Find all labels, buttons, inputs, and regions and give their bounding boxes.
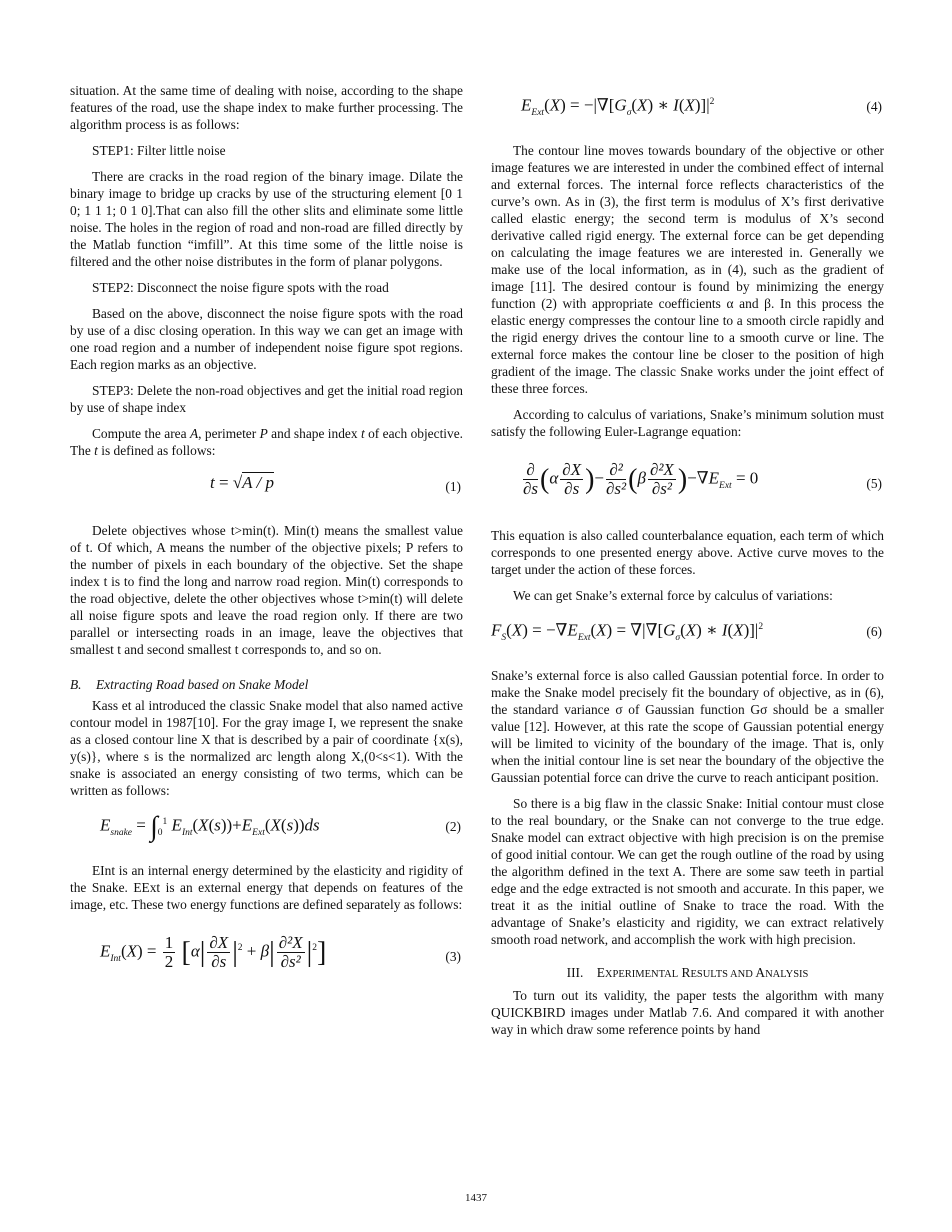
paragraph: Delete objectives whose t>min(t). Min(t) means the smallest value of t. Of which, A means the number of the objective pixels; P refers to the number of pixels in each boundary of the objective. Set the shape index t is to find the long and narrow road region. Min(t) corresponds to the road objective, delete the other objectives whose t>min(t) will delete all noise figure spots and leave the road region only. If there are two parallel or intersecting roads in an image, leave the objectives that smallest t and second smallest t corresponds to, and so on. bbox=[70, 523, 463, 657]
paragraph: situation. At the same time of dealing with noise, according to the shape features of the road, use the shape index to make further processing. The algorithm process is as follows: bbox=[70, 83, 463, 132]
paragraph: Snake’s external force is also called Gaussian potential force. In order to make the Snake model precisely fit the boundary of objective, as in (6), the standard variance σ of Gaussian function Gσ should be a smaller value [12]. However, at this rate the scope of Gaussian potential energy will be limited to vicinity of the boundary of the image. That is, only when the initial contour line is set near the boundary of the objective the Gaussian potential force can drive the curve to reach anticipant position. bbox=[491, 668, 884, 785]
paragraph: This equation is also called counterbalance equation, each term of which corresponds to one presented energy above. Active curve moves to the target under the action of these forces. bbox=[491, 528, 884, 577]
equation-3: $E_{Int}(X)$ = $\frac{1}{2}$ [α| $\frac{\partial X}{\partial s}$ $|^2 + \beta|$ $\frac{\text{∂²X}}{\text{∂s²}}$ $|^2$] (3) bbox=[100, 933, 461, 971]
equation-2: $E_{snake} = \int_0^1$ $E_{Int}(X(s))+E_{Ext}(X(s))ds$ (2) bbox=[100, 811, 461, 843]
paragraph: According to calculus of variations, Snake’s minimum solution must satisfy the following Euler-Lagrange equation: bbox=[491, 407, 884, 439]
paragraph: Compute the area A, perimeter P and shape index t of each objective. The t is defined as follows: bbox=[70, 426, 463, 458]
equation-1: t = √A / p (1) bbox=[210, 473, 461, 494]
right-column bbox=[491, 82, 884, 1047]
section-heading-b: B. Extracting Road based on Snake Model bbox=[70, 677, 309, 692]
paragraph: EInt is an internal energy determined by the elasticity and rigidity of the Snake. EExt is an external energy that depends on features of the image, etc. These two energy functions are defined separately as follows: bbox=[70, 863, 463, 912]
step-heading: STEP3: Delete the non-road objectives and get the initial road region by use of shape index bbox=[70, 383, 463, 415]
left-column bbox=[70, 82, 463, 1000]
section-heading-iii: III. EXPERIMENTAL RESULTS AND ANALYSIS bbox=[566, 965, 809, 980]
paragraph: Kass et al introduced the classic Snake model that also named active contour model in 1987[10]. For the gray image I, we represent the snake as a closed contour line X that is described by a pair of coordinate {x(s), y(s)}, where s is the normalized arc length along X,(0<s<1). With the snake is associated an energy consisting of two terms, which can be written as follows: bbox=[70, 698, 463, 798]
step-heading: STEP1: Filter little noise bbox=[92, 143, 226, 158]
equation-4: $E_{Ext}(X) = -|\nabla[G_\sigma(X)$ ∗ $I(X)]|^2$ (4) bbox=[521, 95, 882, 119]
page-number: 1437 bbox=[465, 1192, 487, 1204]
paragraph: To turn out its validity, the paper tests the algorithm with many QUICKBIRD images under Matlab 7.6. And compared it with another way in which draw some reference points by hand bbox=[491, 988, 884, 1037]
step-heading: STEP2: Disconnect the noise figure spots with the road bbox=[92, 280, 389, 295]
paragraph: There are cracks in the road region of the binary image. Dilate the binary image to bridge up cracks by use of the structuring element [0 1 0; 1 1 1; 0 1 0].That can also fill the other slits and eliminate some little noise. The holes in the region of road and non-road are filled directly by the Matlab function “imfill”. At this time some of the little noise is filtered and the other noise distributes in the form of planar polygons. bbox=[70, 169, 463, 269]
paragraph: Based on the above, disconnect the noise figure spots with the road by use of a disc closing operation. In this way we can get an image with one road region and a number of independent noise figure spot regions. Each region marks as an objective. bbox=[70, 306, 463, 372]
paragraph: We can get Snake’s external force by calculus of variations: bbox=[513, 588, 833, 603]
equation-5: $\frac{\partial}{\partial s}$ (α $\frac{\partial X}{\partial s}$ )− $\frac{\text{∂²}}{\text{∂s²}}$ (β $\frac{\text{∂²X}}{\text{∂s²}}$ )$-\nabla E_{Ext} = 0$ (5) bbox=[523, 460, 882, 498]
equation-6: $F_S(X) = -\nabla E_{Ext}(X) = \nabla|\nabla[G_\sigma(X)$ ∗ $I(X)]|^2$ (6) bbox=[491, 620, 882, 644]
paragraph: So there is a big flaw in the classic Snake: Initial contour must close to the real boundary, or the Snake can not converge to the true edge. Snake model can extract objective with high precision is on the premise of good initial contour. We can get the rough outline of the road by using the algorithm defined in the text A. There are some saw teeth in partial edge and the edge extracted is not smooth and accurate. In this paper, we treat it as the initial outline of Snake to trace the road. With the advantage of Snake’s elasticity and rigidity, we can extract relatively smooth road network, and accomplish the work with high precision. bbox=[491, 796, 884, 947]
paragraph: The contour line moves towards boundary of the objective or other image features we are interested in under the combined effect of internal and external forces. The internal force reflects characteristics of the curve’s own. As in (3), the first term is modulus of X’s first derivative called elastic energy; the second term is modulus of X’s second derivative called rigid energy. The external force can be get depending on calculating the image features we are interested in. Generally we make use of the local information, as in (4), such as the gradient of image [11]. The desired contour is found by minimizing the energy function (2) with appropriate coefficients α and β. In this process the elastic energy compresses the contour line to a smooth circle rapidly and the rigid energy drives the contour line to a smooth curve or line. The external force makes the contour line be closer to the position of high gradient of the image. The classic Snake works under the joint effect of these three forces. bbox=[491, 143, 884, 396]
